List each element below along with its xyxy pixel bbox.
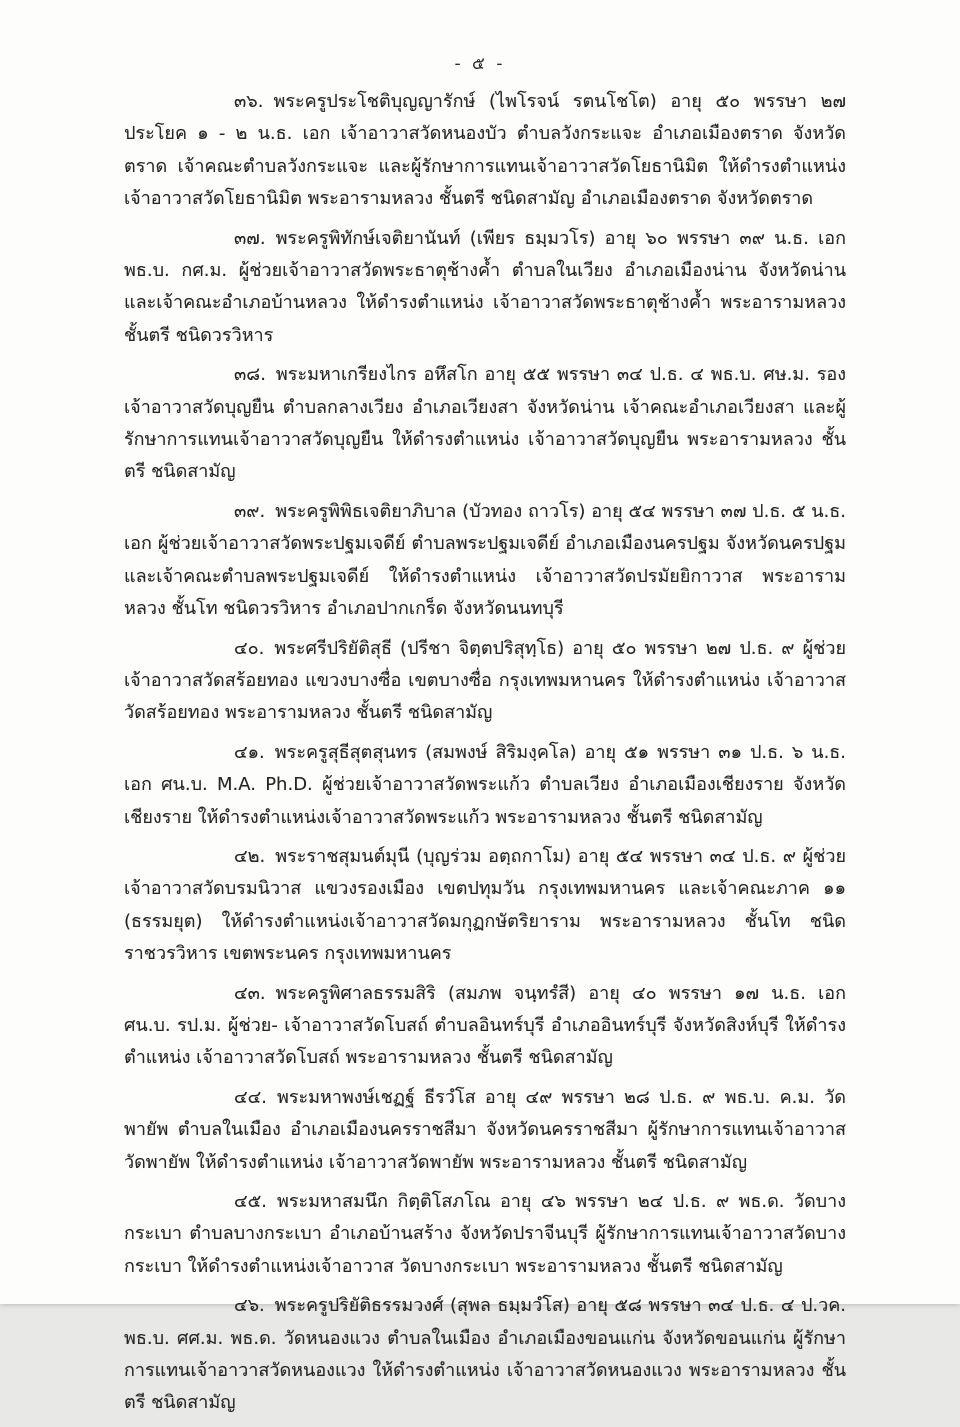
entry-text: พระศรีปริยัติสุธี (ปรีชา จิตฺตปริสุทฺโธ) อายุ ๕๐ พรรษา ๒๗ ป.ธ. ๙ ผู้ช่วยเจ้าอาวาสวัดสร้อยทอง แขวงบางซื่อ เขตบางซื่อ กรุงเทพมหานคร ให้ดำรงตำแหน่ง เจ้าอาวาส วัดสร้อยทอง พระอารามหลวง ชั้นตรี ชนิดสามัญ: [124, 637, 846, 724]
entry-number: ๓๘.: [234, 364, 266, 386]
entry-number: ๓๖.: [234, 91, 264, 112]
entry-number: ๔๖.: [234, 1295, 265, 1317]
entry-41: [124, 737, 846, 834]
entry-40: [124, 633, 846, 730]
entry-number: ๔๔.: [234, 1086, 267, 1108]
entry-text: พระครูพิศาลธรรมสิริ (สมภพ จนฺทรํสี) อายุ ๔๐ พรรษา ๑๗ น.ธ. เอก ศน.บ. รป.ม. ผู้ช่วย- เจ้าอาวาสวัดโบสถ์ ตำบลอินทร์บุรี อำเภออินทร์บุรี จังหวัดสิงห์บุรี ให้ดำรงตำแหน่ง เจ้าอาวาสวัดโบสถ์ พระอารามหลวง ชั้นตรี ชนิดสามัญ: [124, 982, 846, 1069]
entry-number: ๓๗.: [234, 227, 266, 249]
entry-46: [124, 1290, 846, 1420]
entry-number: ๓๙.: [234, 500, 266, 522]
entry-text: พระครูพิทักษ์เจติยานันท์ (เพียร ธมฺมวโร) อายุ ๖๐ พรรษา ๓๙ น.ธ. เอก พธ.บ. กศ.ม. ผู้ช่วยเจ้าอาวาสวัดพระธาตุช้างค้ำ ตำบลในเวียง อำเภอเมืองน่าน จังหวัดน่าน และเจ้าคณะอำเภอบ้านหลวง ให้ดำรงตำแหน่ง เจ้าอาวาสวัดพระธาตุช้างค้ำ พระอารามหลวง ชั้นตรี ชนิดวรวิหาร: [124, 227, 846, 346]
entry-number: ๔๐.: [234, 637, 265, 659]
entry-36: [124, 86, 846, 216]
page-number: - ๕ -: [454, 54, 506, 74]
entry-text: พระมหาพงษ์เชฏฐ์ ธีรวํโส อายุ ๔๙ พรรษา ๒๘ ป.ธ. ๙ พธ.บ. ค.ม. วัดพายัพ ตำบลในเมือง อำเภอเมืองนครราชสีมา จังหวัดนครราชสีมา ผู้รักษาการแทนเจ้าอาวาสวัดพายัพ ให้ดำรงตำแหน่ง เจ้าอาวาสวัดพายัพ พระอารามหลวง ชั้นตรี ชนิดสามัญ: [124, 1086, 846, 1173]
entry-text: พระครูสุธีสุตสุนทร (สมพงษ์ สิริมงฺคโล) อายุ ๕๑ พรรษา ๓๑ ป.ธ. ๖ น.ธ. เอก ศน.บ. M.A. Ph.D. ผู้ช่วยเจ้าอาวาสวัดพระแก้ว ตำบลเวียง อำเภอเมืองเชียงราย จังหวัดเชียงราย ให้ดำรงตำแหน่งเจ้าอาวาสวัดพระแก้ว พระอารามหลวง ชั้นตรี ชนิดสามัญ: [124, 741, 846, 828]
entry-38: [124, 359, 846, 489]
entry-45: [124, 1186, 846, 1283]
entry-number: ๔๒.: [234, 845, 266, 867]
entry-text: พระมหาสมนึก กิตฺติโสภโณ อายุ ๔๖ พรรษา ๒๔ ป.ธ. ๙ พธ.ด. วัดบางกระเบา ตำบลบางกระเบา อำเภอบ้านสร้าง จังหวัดปราจีนบุรี ผู้รักษาการแทนเจ้าอาวาสวัดบางกระเบา ให้ดำรงตำแหน่งเจ้าอาวาส วัดบางกระเบา พระอารามหลวง ชั้นตรี ชนิดสามัญ: [124, 1191, 846, 1277]
entry-44: [124, 1082, 846, 1179]
entry-42: [124, 841, 846, 971]
entry-number: ๔๕.: [234, 1191, 267, 1212]
entry-number: ๔๑.: [234, 741, 265, 763]
entry-text: พระครูปริยัติธรรมวงศ์ (สุพล ธมฺมวํโส) อายุ ๕๘ พรรษา ๓๔ ป.ธ. ๔ ป.วค. พธ.บ. ศศ.ม. พธ.ด. วัดหนองแวง ตำบลในเมือง อำเภอเมืองขอนแก่น จังหวัดขอนแก่น ผู้รักษาการแทนเจ้าอาวาสวัดหนองแวง ให้ดำรงตำแหน่ง เจ้าอาวาสวัดหนองแวง พระอารามหลวง ชั้นตรี ชนิดสามัญ: [124, 1295, 846, 1414]
entry-43: [124, 978, 846, 1075]
entry-37: [124, 223, 846, 353]
entry-text: พระราชสุมนต์มุนี (บุญร่วม อตฺถกาโม) อายุ ๕๔ พรรษา ๓๔ ป.ธ. ๙ ผู้ช่วยเจ้าอาวาสวัดบรมนิวาส แขวงรองเมือง เขตปทุมวัน กรุงเทพมหานคร และเจ้าคณะภาค ๑๑ (ธรรมยุต) ให้ดำรงตำแหน่งเจ้าอาวาสวัดมกุฏกษัตริยาราม พระอารามหลวง ชั้นโท ชนิดราชวรวิหาร เขตพระนคร กรุงเทพมหานคร: [124, 845, 846, 965]
entry-text: พระครูประโชติบุญญารักษ์ (ไพโรจน์ รตนโชโต) อายุ ๕๐ พรรษา ๒๗ ประโยค ๑ - ๒ น.ธ. เอก เจ้าอาวาสวัดหนองบัว ตำบลวังกระแจะ อำเภอเมืองตราด จังหวัดตราด เจ้าคณะตำบลวังกระแจะ และผู้รักษาการแทนเจ้าอาวาสวัดโยธานิมิต ให้ดำรงตำแหน่ง เจ้าอาวาสวัดโยธานิมิต พระอารามหลวง ชั้นตรี ชนิดสามัญ อำเภอเมืองตราด จังหวัดตราด: [124, 91, 846, 210]
entry-39: [124, 496, 846, 626]
document-body: [124, 86, 846, 1427]
entry-number: ๔๓.: [234, 982, 266, 1004]
entry-text: พระครูพิพิธเจติยาภิบาล (บัวทอง ถาวโร) อายุ ๕๔ พรรษา ๓๗ ป.ธ. ๕ น.ธ. เอก ผู้ช่วยเจ้าอาวาสวัดพระปฐมเจดีย์ ตำบลพระปฐมเจดีย์ อำเภอเมืองนครปฐม จังหวัดนครปฐม และเจ้าคณะตำบลพระปฐมเจดีย์ ให้ดำรงตำแหน่ง เจ้าอาวาสวัดปรมัยยิกาวาส พระอารามหลวง ชั้นโท ชนิดวรวิหาร อำเภอปากเกร็ด จังหวัดนนทบุรี: [124, 500, 846, 620]
entry-text: พระมหาเกรียงไกร อหึสโก อายุ ๕๕ พรรษา ๓๔ ป.ธ. ๔ พธ.บ. ศษ.ม. รองเจ้าอาวาสวัดบุญยืน ตำบลกลางเวียง อำเภอเวียงสา จังหวัดน่าน เจ้าคณะอำเภอเวียงสา และผู้รักษาการแทนเจ้าอาวาสวัดบุญยืน ให้ดำรงตำแหน่ง เจ้าอาวาสวัดบุญยืน พระอารามหลวง ชั้นตรี ชนิดสามัญ: [124, 364, 846, 483]
